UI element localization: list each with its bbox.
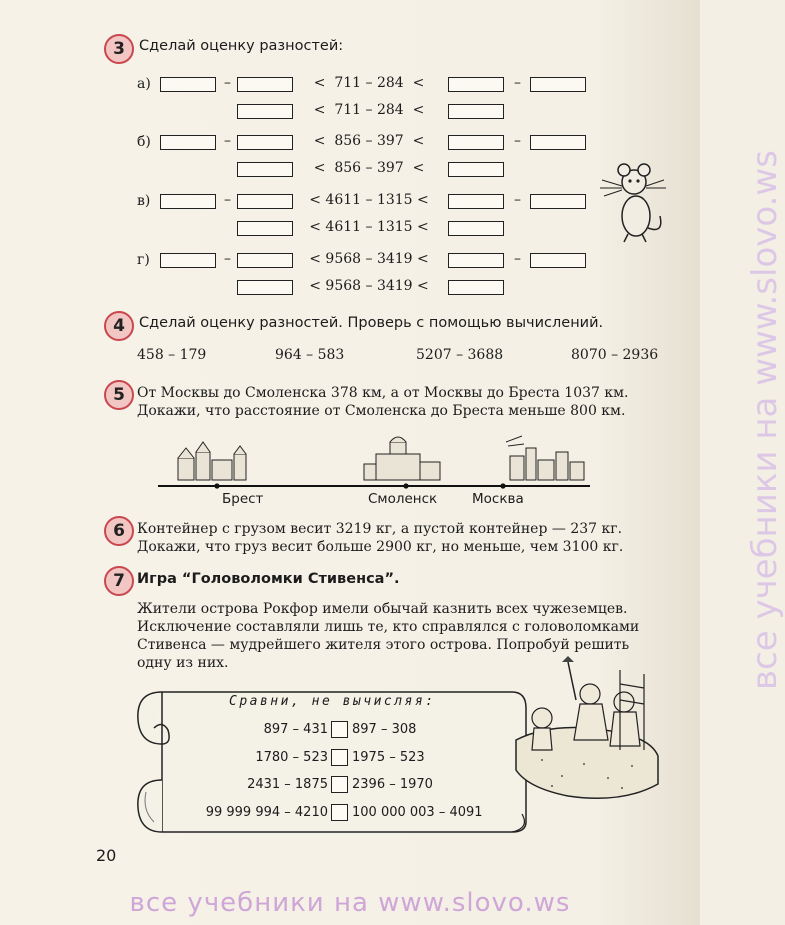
task5-text-line2: Докажи, что расстояние от Смоленска до Бреста меньше 800 км.	[137, 403, 626, 419]
comparison-left: 2431 – 1875	[247, 777, 328, 792]
answer-box[interactable]	[448, 135, 504, 150]
task6-text-line1: Контейнер с грузом весит 3219 кг, а пустой контейнер — 237 кг.	[137, 521, 623, 537]
task7-text-line: одну из них.	[137, 655, 229, 671]
comparison-box[interactable]	[331, 776, 348, 793]
inequality-expr: < 711 – 284 <	[313, 102, 425, 118]
comparison-box[interactable]	[331, 804, 348, 821]
answer-box[interactable]	[160, 135, 216, 150]
task7-text-line: Жители острова Рокфор имели обычай казнить всех чужеземцев.	[137, 601, 628, 617]
expression: 8070 – 2936	[571, 347, 659, 363]
row-label-b: б)	[137, 134, 151, 150]
task6-text-line2: Докажи, что груз весит больше 2900 кг, но меньше, чем 3100 кг.	[137, 539, 624, 555]
city-label-smolensk: Смоленск	[368, 491, 438, 507]
answer-box[interactable]	[448, 104, 504, 119]
minus-sign: –	[514, 75, 521, 91]
comparison-left: 897 – 431	[263, 722, 328, 737]
task7-title: Игра “Головоломки Стивенса”.	[137, 571, 400, 587]
task3-title: Сделай оценку разностей:	[139, 38, 344, 54]
task-number-6: 6	[104, 516, 134, 546]
answer-box[interactable]	[448, 194, 504, 209]
answer-box[interactable]	[448, 253, 504, 268]
minus-sign: –	[224, 192, 231, 208]
route-diagram	[150, 432, 610, 492]
expression: 5207 – 3688	[416, 347, 504, 363]
inequality-expr: < 9568 – 3419 <	[309, 278, 429, 294]
answer-box[interactable]	[237, 162, 293, 177]
minus-sign: –	[224, 251, 231, 267]
mouse-illustration	[598, 158, 670, 244]
comparison-box[interactable]	[331, 721, 348, 738]
expression: 458 – 179	[137, 347, 207, 363]
expression: 964 – 583	[275, 347, 345, 363]
comparison-right: 897 – 308	[352, 722, 417, 737]
answer-box[interactable]	[237, 221, 293, 236]
answer-box[interactable]	[237, 194, 293, 209]
comparison-left: 99 999 994 – 4210	[205, 805, 328, 820]
answer-box[interactable]	[530, 77, 586, 92]
answer-box[interactable]	[237, 77, 293, 92]
task5-text-line1: От Москвы до Смоленска 378 км, а от Москвы до Бреста 1037 км.	[137, 385, 629, 401]
answer-box[interactable]	[160, 253, 216, 268]
answer-box[interactable]	[448, 280, 504, 295]
comparison-right: 2396 – 1970	[352, 777, 433, 792]
comparison-right: 100 000 003 – 4091	[352, 805, 483, 820]
inequality-expr: < 856 – 397 <	[313, 133, 425, 149]
minus-sign: –	[514, 192, 521, 208]
minus-sign: –	[224, 75, 231, 91]
answer-box[interactable]	[448, 77, 504, 92]
city-label-brest: Брест	[222, 491, 264, 507]
row-label-a: а)	[137, 76, 151, 92]
answer-box[interactable]	[530, 253, 586, 268]
answer-box[interactable]	[448, 162, 504, 177]
comparison-box[interactable]	[331, 749, 348, 766]
answer-box[interactable]	[530, 194, 586, 209]
answer-box[interactable]	[237, 253, 293, 268]
answer-box[interactable]	[530, 135, 586, 150]
answer-box[interactable]	[237, 104, 293, 119]
minus-sign: –	[514, 251, 521, 267]
answer-box[interactable]	[160, 194, 216, 209]
city-label-moscow: Москва	[472, 491, 524, 507]
task-number-7: 7	[104, 566, 134, 596]
row-label-g: г)	[137, 252, 150, 268]
inequality-expr: < 9568 – 3419 <	[309, 251, 429, 267]
page-number: 20	[96, 846, 117, 865]
task-number-4: 4	[104, 311, 134, 341]
row-label-v: в)	[137, 193, 151, 209]
task-number-3: 3	[104, 34, 134, 64]
inequality-expr: < 4611 – 1315 <	[309, 192, 429, 208]
answer-box[interactable]	[237, 135, 293, 150]
task-number-5: 5	[104, 380, 134, 410]
inequality-expr: < 4611 – 1315 <	[309, 219, 429, 235]
comparison-right: 1975 – 523	[352, 750, 425, 765]
comparison-left: 1780 – 523	[255, 750, 328, 765]
minus-sign: –	[224, 133, 231, 149]
answer-box[interactable]	[237, 280, 293, 295]
inequality-expr: < 856 – 397 <	[313, 160, 425, 176]
watermark-side: все учебники на www.slovo.ws	[745, 150, 785, 690]
answer-box[interactable]	[160, 77, 216, 92]
task7-text-line: Стивенса — мудрейшего жителя этого острова. Попробуй решить	[137, 637, 630, 653]
inequality-expr: < 711 – 284 <	[313, 75, 425, 91]
minus-sign: –	[514, 133, 521, 149]
task4-title: Сделай оценку разностей. Проверь с помощью вычислений.	[139, 315, 604, 331]
scroll-title: Сравни, не вычисляя:	[229, 694, 436, 709]
answer-box[interactable]	[448, 221, 504, 236]
island-illustration	[512, 660, 662, 810]
task7-text-line: Исключение составляли лишь те, кто справлялся с головоломками	[137, 619, 640, 635]
watermark-bottom: все учебники на www.slovo.ws	[129, 888, 571, 918]
